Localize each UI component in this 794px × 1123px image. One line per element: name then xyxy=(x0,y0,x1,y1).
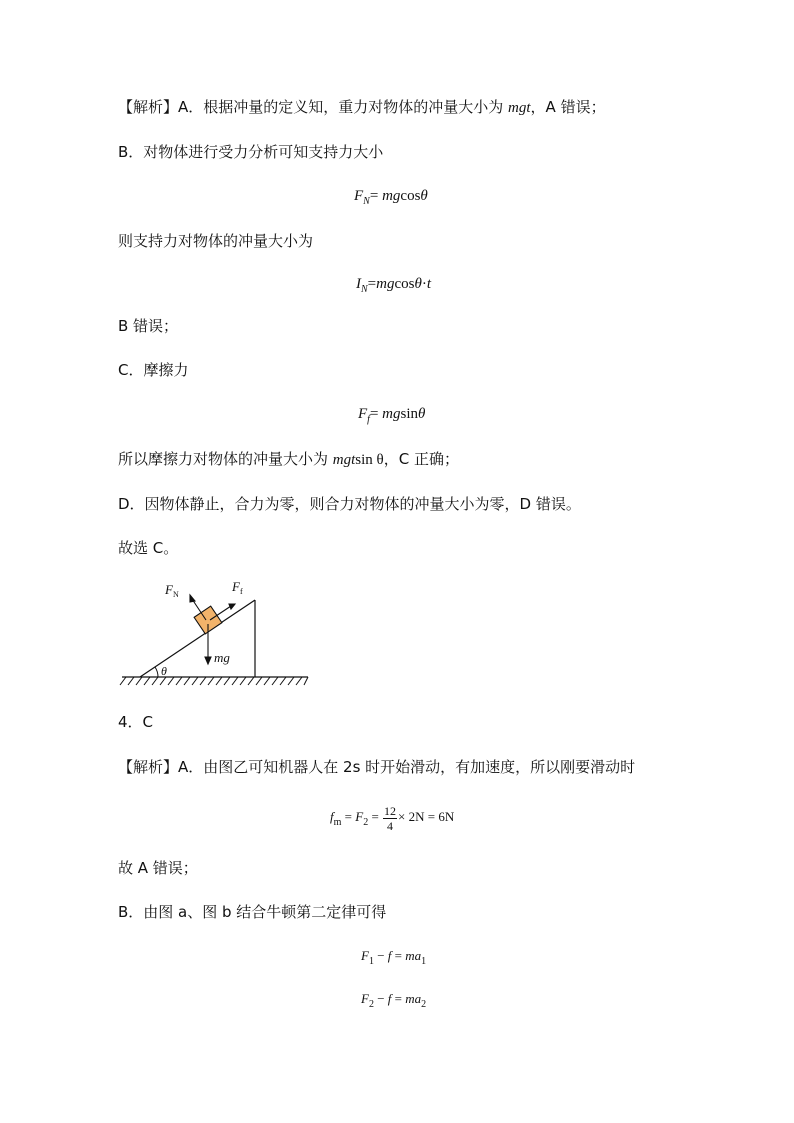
eq1-mg: mg xyxy=(382,188,401,204)
eq2-lhs: I xyxy=(356,276,361,292)
eq1-lhs: F xyxy=(354,188,364,204)
friction-impulse-suffix: ，C 正确； xyxy=(383,450,459,468)
ground-hatching xyxy=(120,677,308,685)
eq4-f2: F xyxy=(355,809,364,824)
friction-impulse-line xyxy=(118,449,459,470)
eq4-equals-1: = xyxy=(341,809,356,824)
eq2-theta: θ xyxy=(414,276,422,292)
eq4-lhs: f xyxy=(330,809,334,824)
analysis-d-line: D．因物体静止，合力为零，则合力对物体的冲量大小为零，D 错误。 xyxy=(118,495,581,513)
equation-newton-2 xyxy=(361,989,426,1015)
impulse-support-line: 则支持力对物体的冲量大小为 xyxy=(118,232,314,250)
var-mgt-2: mgt xyxy=(332,452,356,468)
incline-diagram xyxy=(118,574,318,692)
eq4-result: × 2N = 6N xyxy=(398,809,455,824)
eq6-friction: f xyxy=(387,991,392,1006)
eq5-f: F xyxy=(361,948,369,963)
sin-theta: sin θ xyxy=(355,452,384,468)
eq1-theta: θ xyxy=(420,188,428,204)
eq2-dot: · xyxy=(421,276,427,292)
equation-in xyxy=(356,274,431,300)
b-wrong-line: B 错误； xyxy=(118,317,179,335)
eq5-f-sub: 1 xyxy=(368,956,374,967)
eq3-theta: θ xyxy=(418,406,426,422)
eq4-lhs-sub: m xyxy=(333,817,342,828)
fn-label: $F_N$ xyxy=(165,582,179,599)
analysis-4b-line: B．由图 a、图 b 结合牛顿第二定律可得 xyxy=(118,903,387,921)
incline-slope xyxy=(140,600,255,677)
eq4-numerator: 12 xyxy=(384,803,397,818)
friction-impulse-text: 所以摩擦力对物体的冲量大小为 xyxy=(118,450,333,468)
eq4-denominator: 4 xyxy=(387,818,394,833)
a-wrong-line: 故 A 错误； xyxy=(118,859,198,877)
eq5-ma: ma xyxy=(405,948,422,963)
equation-newton-1 xyxy=(361,946,426,972)
eq4-fraction xyxy=(383,804,397,833)
eq5-minus: − xyxy=(373,948,388,963)
eq3-lhs: F xyxy=(358,406,368,422)
eq2-cos: cos xyxy=(394,276,415,292)
angle-arc xyxy=(155,667,158,677)
analysis-a-text: 【解析】A．根据冲量的定义知，重力对物体的冲量大小为 xyxy=(118,98,509,116)
eq2-mg: mg xyxy=(376,276,395,292)
mg-label: mg xyxy=(214,650,230,665)
eq3-mg: mg xyxy=(382,406,401,422)
analysis-a-line xyxy=(118,97,606,118)
equation-ff xyxy=(358,404,425,430)
equation-fn xyxy=(354,186,428,212)
eq3-equals: = xyxy=(369,406,383,422)
equation-fm xyxy=(330,800,454,840)
analysis-4a-line: 【解析】A．由图乙可知机器人在 2s 时开始滑动，有加速度，所以刚要滑动时 xyxy=(118,758,636,776)
eq5-friction: f xyxy=(387,948,392,963)
analysis-b-line: B．对物体进行受力分析可知支持力大小 xyxy=(118,143,384,161)
eq3-sin: sin xyxy=(400,406,419,422)
eq6-minus: − xyxy=(373,991,388,1006)
eq6-f-sub: 2 xyxy=(368,999,374,1010)
eq2-t: t xyxy=(426,276,432,292)
eq2-lhs-sub: N xyxy=(361,284,368,295)
eq4-equals-2: = xyxy=(368,809,383,824)
eq1-lhs-sub: N xyxy=(363,196,370,207)
var-mgt: mgt xyxy=(508,100,531,116)
eq2-equals: = xyxy=(367,276,377,292)
eq3-lhs-sub: f xyxy=(367,414,370,425)
eq1-equals: = xyxy=(369,188,383,204)
theta-label: θ xyxy=(161,664,167,678)
question-4-answer: 4．C xyxy=(118,713,154,731)
eq6-equals: = xyxy=(391,991,406,1006)
eq6-f: F xyxy=(361,991,369,1006)
analysis-c-line: C．摩擦力 xyxy=(118,361,189,379)
eq6-a-sub: 2 xyxy=(421,999,427,1010)
eq1-cos: cos xyxy=(400,188,421,204)
eq4-f2-sub: 2 xyxy=(363,817,369,828)
eq5-equals: = xyxy=(391,948,406,963)
answer-line: 故选 C。 xyxy=(118,539,179,557)
eq6-ma: ma xyxy=(405,991,422,1006)
eq5-a-sub: 1 xyxy=(421,956,427,967)
ff-label: $F_f$ xyxy=(232,579,243,596)
analysis-a-suffix: ，A 错误； xyxy=(530,98,606,116)
